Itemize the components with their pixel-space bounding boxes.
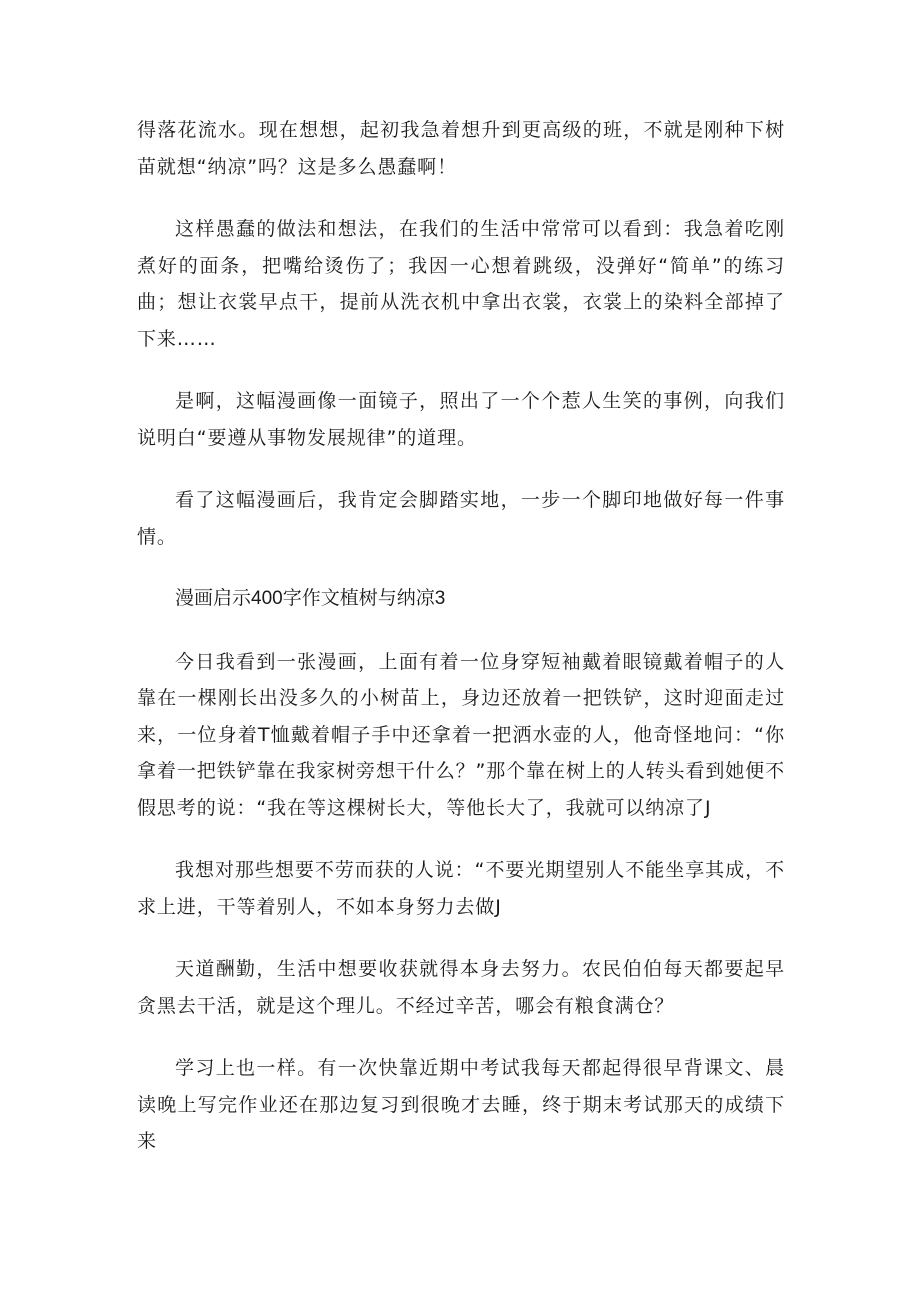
paragraph-advice: 我想对那些想要不劳而获的人说：“不要光期望别人不能坐享其成，不求上进，干等着别人，不如本身努力去做J [137,859,785,918]
paragraph-study: 学习上也一样。有一次快靠近期中考试我每天都起得很早背课文、晨读晚上写完作业还在那边复习到很晚才去睡，终于期末考试那天的成绩下来 [137,1057,785,1152]
paragraph-diligence: 天道酬勤，生活中想要收获就得本身去努力。农民伯伯每天都要起早贪黑去干活，就是这个理儿。不经过辛苦，哪会有粮食满仓？ [137,958,785,1017]
paragraph-continuation: 得落花流水。现在想想，起初我急着想升到更高级的班，不就是刚种下树苗就想“纳凉”吗？这是多么愚蠢啊！ [137,119,785,178]
paragraph-conclusion: 看了这幅漫画后，我肯定会脚踏实地，一步一个脚印地做好每一件事情。 [137,489,785,548]
paragraph-foolish-examples: 这样愚蠢的做法和想法，在我们的生活中常常可以看到：我急着吃刚煮好的面条，把嘴给烫伤了；我因一心想着跳级，没弹好“简单”的练习曲；想让衣裳早点干，提前从洗衣机中拿出衣裳，衣裳上的染料全部掉了下来…… [137,218,785,350]
document-body [137,112,785,1186]
essay-heading: 漫画启示400字作文植树与纳凉3 [175,588,446,609]
paragraph-cartoon-description: 今日我看到一张漫画，上面有着一位身穿短袖戴着眼镜戴着帽子的人靠在一棵刚长出没多久的小树苗上，身边还放着一把铁铲，这时迎面走过来，一位身着T恤戴着帽子手中还拿着一把洒水壶的人，他奇怪地问：“你拿着一把铁铲靠在我家树旁想干什么？”那个靠在树上的人转头看到她便不假思考的说：“我在等这棵树长大，等他长大了，我就可以纳凉了J [137,650,785,819]
paragraph-mirror: 是啊，这幅漫画像一面镜子，照出了一个个惹人生笑的事例，向我们说明白“要遵从事物发展规律”的道理。 [137,390,785,449]
